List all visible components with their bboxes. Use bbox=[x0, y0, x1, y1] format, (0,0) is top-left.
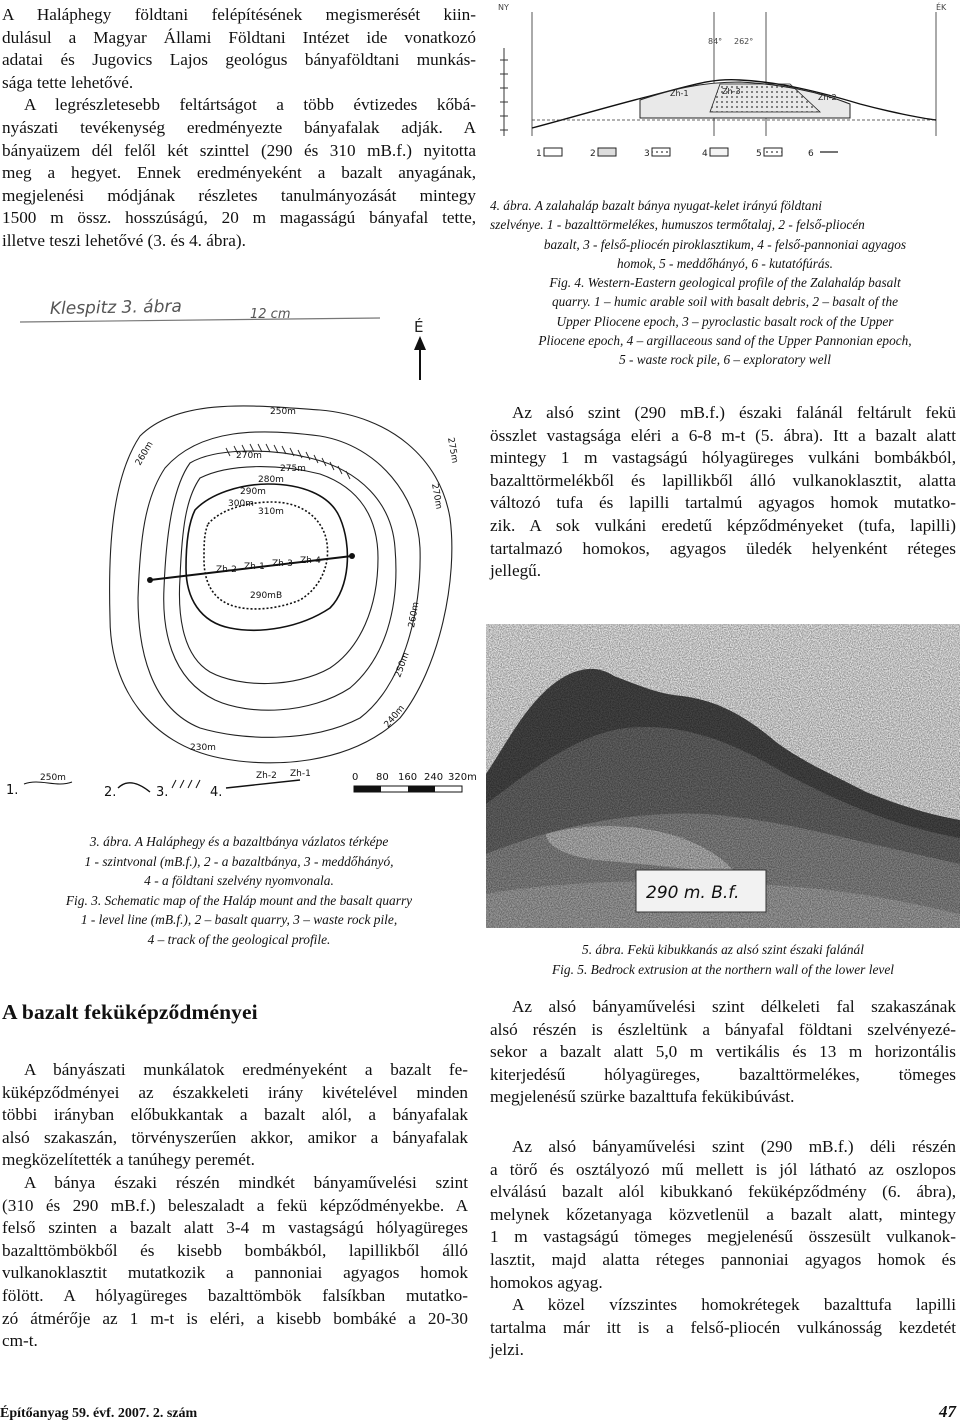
legend-4-zh2: Zh-2 bbox=[256, 771, 277, 781]
scale-tick: 80 bbox=[376, 772, 389, 783]
scale-tick: 320m bbox=[448, 772, 477, 783]
legend-4: 4. bbox=[210, 785, 223, 800]
figure-5-caption: 5. ábra. Fekü kibukkanás az alsó szint északi falánál Fig. 5. Bedrock extrusion at the northern wall of the lower level bbox=[551, 942, 895, 977]
photo-label-text: 290 m. B.f. bbox=[646, 883, 740, 903]
profile-height-axis bbox=[500, 48, 508, 136]
scale-tick: 0 bbox=[352, 772, 359, 783]
right-paragraph-3: Az alsó bányaművelési szint (290 mB.f.) déli részén a törő és osztályozó mű mellett is jól látható az oszlopos elválású bazalt alól kibukkanó feküképződmény (6. ábra), melynek kőzetanyaga közvetlenül a bazalt alatt, mintegy 1 m vastagságú tömeges megjelenésű összesült vulkanok- lasztit, majd alatta réteges pannoniai agyagos homok és homokos agyag. A közel vízszintes homokrétegek bazalttufa lapilli tartalma már itt is a felső-pliocén vulkánosság kezdetét jelzi. bbox=[490, 1137, 956, 1360]
contour-label: 270m bbox=[236, 451, 262, 461]
legend-3: 3. bbox=[156, 785, 169, 800]
contour-label: 230m bbox=[190, 743, 216, 753]
figure-5-photo bbox=[486, 624, 960, 928]
map-legend bbox=[6, 769, 311, 800]
profile-angle-label: 84° bbox=[708, 37, 723, 46]
legend-item: 3 bbox=[644, 149, 650, 159]
contour-label: 250m bbox=[270, 407, 296, 417]
profile-well-label: Zh-2 bbox=[818, 93, 837, 102]
quarry-map-drawing bbox=[0, 288, 478, 816]
legend-4-zh1: Zh-1 bbox=[290, 769, 311, 779]
legend-1: 1. bbox=[6, 783, 19, 798]
quarry-outline bbox=[186, 484, 347, 630]
scale-tick: 240 bbox=[424, 772, 444, 783]
figure-4-profile bbox=[490, 0, 960, 178]
contour-label: 240m bbox=[382, 703, 407, 730]
page-number: 47 bbox=[939, 1402, 956, 1421]
contour-label: 270m bbox=[429, 482, 444, 511]
profile-legend bbox=[536, 148, 838, 159]
legend-item: 5 bbox=[756, 149, 762, 159]
legend-1-value: 250m bbox=[40, 773, 66, 783]
north-label: É bbox=[414, 318, 424, 336]
contour-label: 275m bbox=[445, 436, 460, 465]
profile-angle-label: 262° bbox=[734, 37, 754, 46]
figure-3-caption: 3. ábra. A Haláphegy és a bazaltbánya vázlatos térképe 1 - szintvonal (mB.f.), 2 - a bazaltbánya, 3 - meddőhányó, 4 - a földtani szelvény nyomvonala. Fig. 3. Schematic map of the Haláp mount and the basalt quarry 1 - level line (mB.f.), 2 – basalt quarry, 3 – waste rock pile, 4 – track of the geological profile. bbox=[65, 834, 413, 947]
scale-tick: 160 bbox=[398, 772, 418, 783]
figure-3-map bbox=[0, 288, 478, 816]
contour-label: 260m bbox=[407, 601, 422, 629]
quarry-wall-photo bbox=[486, 624, 960, 928]
legend-item: 4 bbox=[702, 149, 708, 159]
right-paragraph-2: Az alsó bányaművelési szint délkeleti fal szakaszának alsó részén is észleltünk a bányafal földtani szelvényezé- sekor a bazalt alatt 5,0 m vertikális és 13 m horizontális kiterjedésű hólyagüreges, bazalttörmelékes, tömeges megjelenésű szürke bazalttufa fekükibúvást. bbox=[490, 997, 956, 1107]
figure-4-caption: 4. ábra. A zalahaláp bazalt bánya nyugat-kelet irányú földtani szelvénye. 1 - bazalttörmelékes, humuszos termőtalaj, 2 - felső-pliocén bazalt, 3 - felső-pliocén piroklasztikum, 4 - felső-pannoniai agyagos homok, 5 - meddőhányó, 6 - kutatófúrás. Fig. 4. Western-Eastern geological profile of the Zalahaláp basalt quarry. 1 – humic arable soil with basalt debris, 2 – basalt of the Upper Pliocene epoch, 3 – pyroclastic basalt rock of the Upper Pliocene epoch, 4 – argillaceous sand of the Upper Pannonian epoch, 5 - waste rock pile, 6 – exploratory well bbox=[490, 198, 912, 368]
legend-item: 2 bbox=[590, 149, 596, 159]
north-arrow-icon bbox=[414, 336, 426, 380]
legend-2: 2. bbox=[104, 785, 117, 800]
legend-item: 1 bbox=[536, 149, 542, 159]
section-paragraph: A bányászati munkálatok eredményeként a bazalt fe- küképződményei az északkeleti irány kivételével minden többi irányban előbukkantak a bazalt alól, a bányafalak alsó szakaszán, törvényszerűen akkor, amikor a bányafalak megközelítették a tanúhegy peremét. A bánya északi részén mindkét bányaművelési szint (310 és 290 mB.f.) beleszaladt a fekü képződményekbe. A felső szinten a bazalt alatt 3-4 m vastagságú hólyagüreges bazalttömbökből és kisebb bombákból, lapillikből álló vulkanoklasztit mutatkozik a pannoniai agyagos homok fölött. A hólyagüreges bazalttömbök falsíkban mutatko- zó átmérője az 1 m-t is eléri, a kisebb bombáké a 20-30 cm-t. bbox=[2, 1060, 468, 1351]
map-scale-bar bbox=[352, 772, 477, 792]
profile-label-zh4: Zh-4 bbox=[300, 556, 321, 566]
profile-label-zh1: Zh-1 bbox=[244, 562, 265, 572]
section-heading: A bazalt feküképződményei bbox=[2, 1000, 258, 1024]
map-handwriting-scale: 12 cm bbox=[250, 307, 291, 322]
geological-profile-drawing bbox=[490, 0, 960, 178]
contour-label: 300m bbox=[228, 499, 254, 509]
profile-east-label: ÉK bbox=[936, 3, 947, 12]
right-paragraph-1: Az alsó szint (290 mB.f.) északi falánál feltárult fekü összlet vastagsága eléri a 6-8 m-t (5. ábra). Itt a bazalt alatt mintegy 1 m vastagságú hólyagüreges vulkáni bombákból, bazalttörmelékből és lapillikből álló vulkanoklasztit, alatta változó tufa és lapilli tartalmú agyagos homok mutatko- zik. A sok vulkáni eredetű képződményeket (tufa, lapilli) tartalmazó homokos, agyagos üledék helyenként réteges jellegű. bbox=[490, 403, 956, 581]
intro-paragraph: A Haláphegy földtani felépítésének megismerését kiin- dulásul a Magyar Állami Földtani Intézet ide vonatkozó adatai és Jugovics Lajos geológus bányaföldtani munkás- sága tette lehetővé. A legrészletesebb feltártságot a több évtizedes kőbá- nyászati tevékenység eredményezte bányafalak adják. A bányaüzem dél felől két szinttel (290 és 310 mB.f.) nyitotta meg a hegyet. Ennek eredményeként a bazalt anyagának, megjelenési módjának részletes tanulmányozását mintegy 1500 m össz. hosszúságú, 20 m magasságú bányafal tette, illetve teszi lehetővé (3. és 4. ábra). bbox=[2, 5, 476, 250]
contour-label: 310m bbox=[258, 507, 284, 517]
contour-label: 290mB bbox=[250, 591, 283, 601]
contour-label: 280m bbox=[258, 475, 284, 485]
journal-footer: Építőanyag 59. évf. 2007. 2. szám bbox=[0, 1406, 198, 1421]
profile-label-zh3: Zh-3 bbox=[272, 559, 293, 569]
profile-well-label: Zh-1 bbox=[670, 89, 689, 98]
contour-label: 275m bbox=[280, 464, 306, 474]
profile-well-label: Zh-3 bbox=[722, 87, 741, 96]
contour-label: 260m bbox=[133, 440, 156, 468]
profile-label-zh2: Zh-2 bbox=[216, 565, 237, 575]
contour-label: 250m bbox=[393, 651, 412, 680]
map-handwriting-title: Klespitz 3. ábra bbox=[49, 296, 183, 319]
contour-label: 290m bbox=[240, 487, 266, 497]
legend-item: 6 bbox=[808, 149, 814, 159]
profile-west-label: NY bbox=[498, 3, 509, 12]
